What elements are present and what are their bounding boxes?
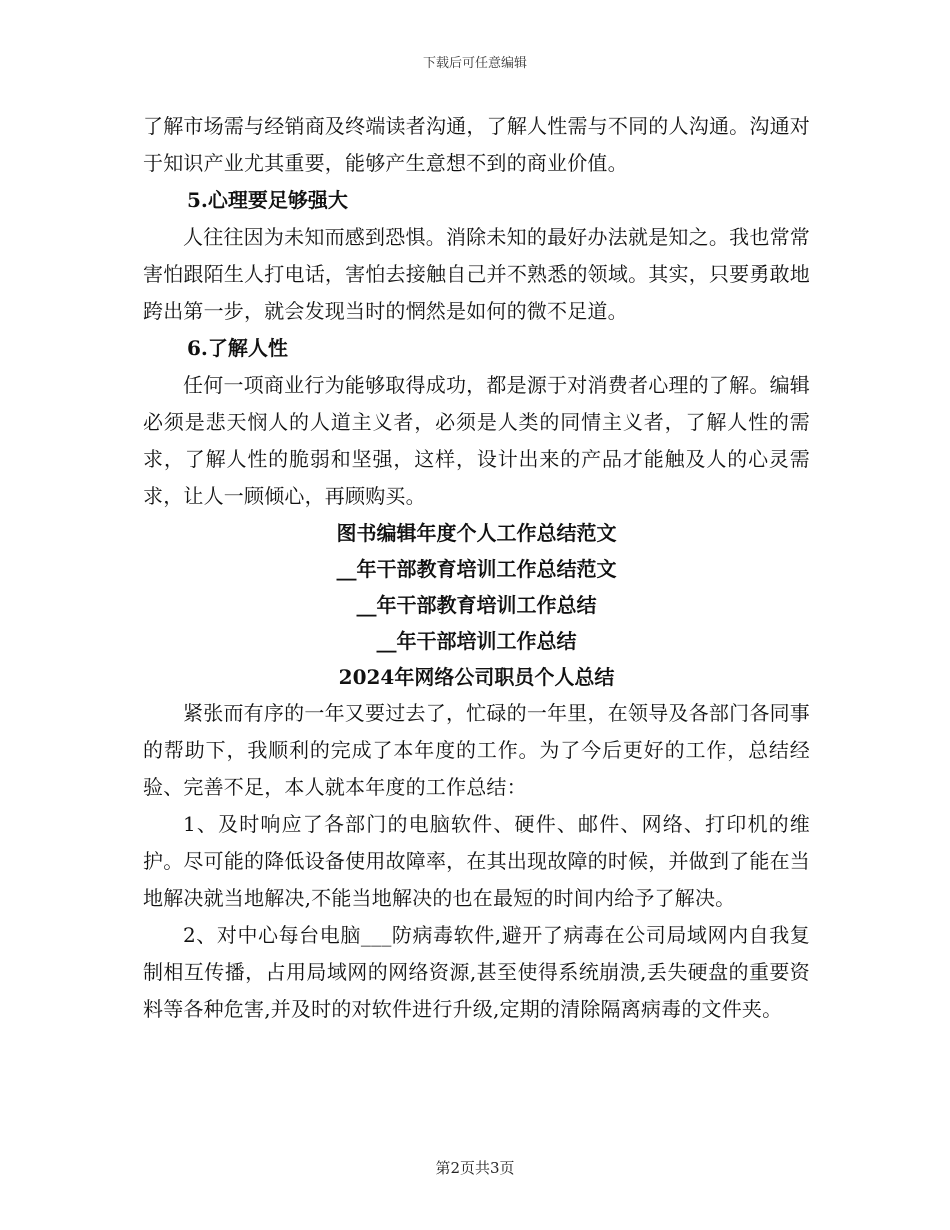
title-network-company-summary: 2024年网络公司职员个人总结 xyxy=(338,665,615,689)
summary-item-1: 1、及时响应了各部门的电脑软件、硬件、邮件、网络、打印机的维护。尽可能的降低设备使用故障率，在其出现故障的时候，并做到了能在当地解决就当地解决,不能当地解决的也在最短的时间内给予了解决。 xyxy=(143,812,810,910)
section-heading-mental-strength: 5.心理要足够强大 xyxy=(187,188,348,212)
paragraph-communication: 了解市场需与经销商及终端读者沟通，了解人性需与不同的人沟通。沟通对于知识产业尤其重要，能够产生意想不到的商业价值。 xyxy=(143,114,810,175)
title-cadre-training-summary: __年干部教育培训工作总结 xyxy=(356,593,597,617)
summary-intro: 紧张而有序的一年又要过去了，忙碌的一年里，在领导及各部门各同事的帮助下，我顺利的完成了本年度的工作。为了今后更好的工作，总结经验、完善不足，本人就本年度的工作总结： xyxy=(143,701,810,799)
title-cadre-summary: __年干部培训工作总结 xyxy=(376,629,577,653)
title-cadre-training-sample: __年干部教育培训工作总结范文 xyxy=(336,557,617,581)
title-editor-summary: 图书编辑年度个人工作总结范文 xyxy=(336,521,617,545)
section-body-human-nature: 任何一项商业行为能够取得成功，都是源于对消费者心理的了解。编辑必须是悲天悯人的人道主义者，必须是人类的同情主义者，了解人性的需求，了解人性的脆弱和坚强，这样，设计出来的产品才能触及人的心灵需求，让人一顾倾心，再顾购买。 xyxy=(143,373,810,508)
summary-item-2: 2、对中心每台电脑___防病毒软件,避开了病毒在公司局域网内自我复制相互传播，占用局域网的网络资源,甚至使得系统崩溃,丢失硬盘的重要资料等各种危害,并及时的对软件进行升级,定期的清除隔离病毒的文件夹。 xyxy=(143,923,810,1021)
page-footer: 第2页共3页 xyxy=(435,1159,515,1177)
section-body-mental-strength: 人往往因为未知而感到恐惧。消除未知的最好办法就是知之。我也常常害怕跟陌生人打电话，害怕去接触自己并不熟悉的领域。其实，只要勇敢地跨出第一步，就会发现当时的惘然是如何的微不足道。 xyxy=(143,225,810,323)
document-body xyxy=(143,108,810,1028)
section-heading-human-nature: 6.了解人性 xyxy=(187,336,288,360)
page-header: 下载后可任意编辑 xyxy=(422,56,527,71)
